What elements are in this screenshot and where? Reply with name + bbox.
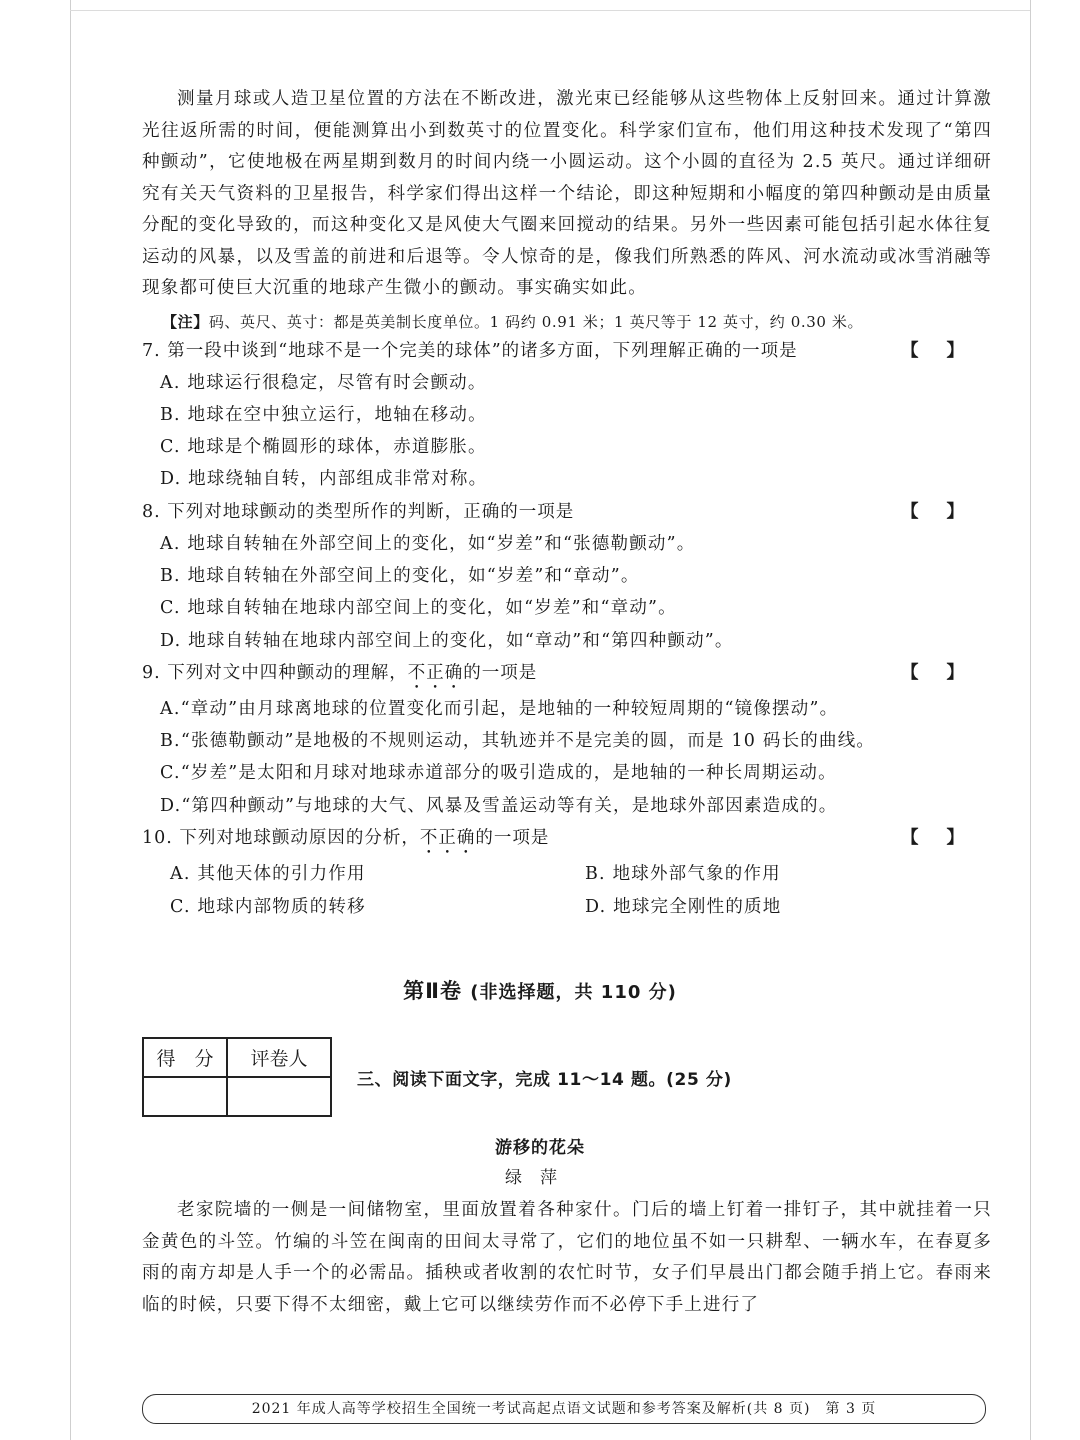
score-table (142, 1037, 332, 1117)
grader-cell[interactable] (227, 1077, 331, 1116)
question-9-emphasis: 不正确 (407, 662, 464, 683)
reading-passage-block (142, 84, 992, 923)
footnote-text: 码、英尺、英寸：都是英美制长度单位。1 码约 0.91 米；1 英尺等于 12 英寸，约 0.30 米。 (208, 312, 864, 331)
question-10-stem-start: 10. 下列对地球颤动原因的分析， (142, 828, 420, 849)
question-10-emphasis: 不正确 (419, 828, 476, 849)
question-9-stem-start: 9. 下列对文中四种颤动的理解， (142, 662, 408, 683)
question-7-stem: 7. 第一段中谈到“地球不是一个完美的球体”的诸多方面，下列理解正确的一项是 (142, 340, 798, 361)
footnote (162, 309, 992, 335)
option-10b: B. 地球外部气象的作用 (585, 864, 781, 885)
question-9-stem (142, 663, 537, 683)
section-3-instruction: 三、阅读下面文字，完成 11～14 题。(25 分) (357, 1070, 732, 1090)
question-10 (142, 822, 992, 923)
answer-bracket-8[interactable]: 【】 (901, 501, 992, 522)
page-footer: 2021 年成人高等学校招生全国统一考试高起点语文试题和参考答案及解析(共 8 页) 第 3 页 (142, 1394, 986, 1424)
option-8c: C. 地球自转轴在地球内部空间上的变化，如“岁差”和“章动”。 (160, 598, 677, 619)
question-10-stem (142, 828, 549, 848)
option-8b: B. 地球自转轴在外部空间上的变化，如“岁差”和“章动”。 (160, 565, 640, 586)
article-paragraph: 老家院墙的一侧是一间储物室，里面放置着各种家什。门后的墙上钉着一排钉子，其中就挂着一只金黄色的斗笠。竹编的斗笠在闽南的田间太寻常了，它们的地位虽不如一只耕犁、一辆水车，在春夏多雨的南方却是人手一个的必需品。插秧或者收割的农忙时节，女子们早晨出门都会随手捎上它。春雨来临的时候，只要下得不太细密，戴上它可以继续劳作而不必停下手上进行了 (142, 1200, 992, 1315)
section-2-title: 第Ⅱ卷 (403, 979, 462, 1003)
option-8d: D. 地球自转轴在地球内部空间上的变化，如“章动”和“第四种颤动”。 (160, 630, 734, 651)
footnote-label: 【注】 (162, 312, 209, 331)
option-7c: C. 地球是个椭圆形的球体，赤道膨胀。 (160, 437, 487, 458)
option-9c: C.“岁差”是太阳和月球对地球赤道部分的吸引造成的，是地轴的一种长周期运动。 (160, 763, 837, 784)
answer-bracket-9[interactable]: 【】 (901, 662, 992, 683)
question-9-stem-end: 的一项是 (463, 662, 538, 683)
question-10-options (142, 858, 992, 923)
option-7b: B. 地球在空中独立运行，地轴在移动。 (160, 404, 487, 425)
option-10c: C. 地球内部物质的转移 (170, 896, 366, 917)
question-9 (142, 657, 992, 822)
page-edge-top (70, 10, 1030, 11)
article-body (142, 1195, 992, 1321)
option-8a: A. 地球自转轴在外部空间上的变化，如“岁差”和“张德勒颤动”。 (160, 533, 696, 554)
question-10-stem-end: 的一项是 (475, 828, 550, 849)
passage-paragraph: 测量月球或人造卫星位置的方法在不断改进，激光束已经能够从这些物体上反射回来。通过计算激光往返所需的时间，便能测算出小到数英寸的位置变化。科学家们宣布，他们用这种技术发现了“第四种颤动”，它使地极在两星期到数月的时间内绕一小圆运动。这个小圆的直径为 2.5 英尺。通过详细研究有关天气资料的卫星报告，科学家们得出这样一个结论，即这种短期和小幅度的第四种颤动是由质量分配的变化导致的，而这种变化又是风使大气圈来回搅动的结果。另外一些因素可能包括引起水体往复运动的风暴，以及雪盖的前进和后退等。令人惊奇的是，像我们所熟悉的阵风、河水流动或冰雪消融等现象都可使巨大沉重的地球产生微小的颤动。事实确实如此。 (142, 89, 992, 298)
question-8 (142, 496, 992, 657)
section-2-subtitle: (非选择题，共 110 分) (470, 982, 677, 1003)
question-8-stem: 8. 下列对地球颤动的类型所作的判断，正确的一项是 (142, 501, 575, 522)
grader-header: 评卷人 (227, 1038, 331, 1077)
option-7a: A. 地球运行很稳定，尽管有时会颤动。 (160, 372, 487, 393)
article-title: 游移的花朵 (495, 1138, 585, 1158)
option-9a: A.“章动”由月球离地球的位置变化而引起，是地轴的一种较短周期的“镜像摆动”。 (160, 698, 839, 719)
score-cell[interactable] (143, 1077, 227, 1116)
question-7 (142, 335, 992, 496)
answer-bracket-10[interactable]: 【】 (901, 828, 992, 849)
score-header: 得 分 (143, 1038, 227, 1077)
answer-bracket-7[interactable]: 【】 (901, 340, 992, 361)
option-9b: B.“张德勒颤动”是地极的不规则运动，其轨迹并不是完美的圆，而是 10 码长的曲线。 (160, 731, 876, 752)
article-author: 绿萍 (505, 1168, 575, 1188)
option-9d: D.“第四种颤动”与地球的大气、风暴及雪盖运动等有关，是地球外部因素造成的。 (160, 795, 838, 816)
section-2-heading (0, 975, 1080, 1005)
option-7d: D. 地球绕轴自转，内部组成非常对称。 (160, 469, 488, 490)
page-edge-left (70, 0, 71, 1440)
option-10a: A. 其他天体的引力作用 (170, 864, 366, 885)
page-edge-right (1030, 0, 1031, 1440)
option-10d: D. 地球完全刚性的质地 (585, 896, 782, 917)
